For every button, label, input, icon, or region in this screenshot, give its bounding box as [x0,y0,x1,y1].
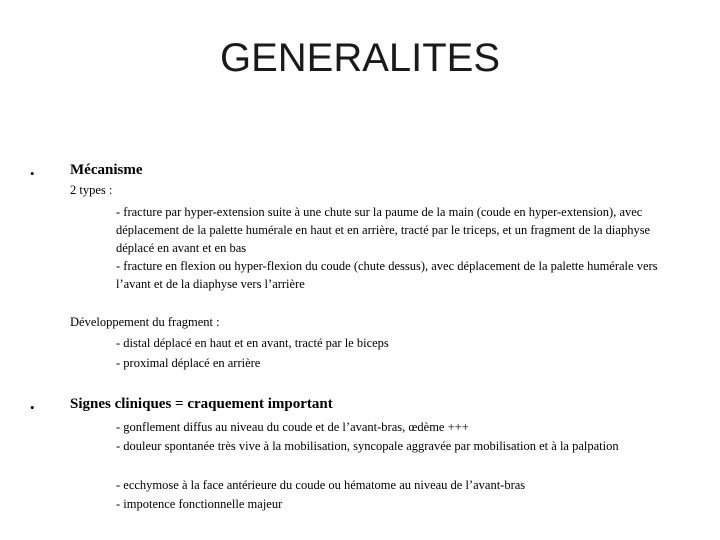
slide-title: GENERALITES [219,36,501,80]
fragment-intro: Développement du fragment : [70,315,220,329]
list-item: - fracture en flexion ou hyper-flexion du coude (chute dessus), avec déplacement de la palette humérale vers l’avant et de la diaphyse vers l’arrière [116,259,658,291]
list-item: - ecchymose à la face antérieure du coude ou hématome au niveau de l’avant-bras [116,478,526,492]
list-item: - fracture par hyper-extension suite à une chute sur la paume de la main (coude en hyper-extension), avec déplacement de la palette humérale en haut et en arrière, tracté par le triceps, et un fragment de la diaphyse déplacé en avant et en bas [116,205,651,255]
list-item: - proximal déplacé en arrière [116,356,261,370]
types-intro: 2 types : [70,183,113,197]
list-item: - impotence fonctionnelle majeur [116,497,283,511]
heading-signes-cliniques: Signes cliniques = craquement important [70,396,333,412]
heading-mecanisme: Mécanisme [70,162,143,178]
bullet-signes: • [30,400,35,415]
bullet-mecanisme: • [30,166,35,181]
list-item: - gonflement diffus au niveau du coude et de l’avant-bras, œdème +++ [116,420,469,434]
list-item: - douleur spontanée très vive à la mobilisation, syncopale aggravée par mobilisation et à la palpation [116,439,619,453]
list-item: - distal déplacé en haut et en avant, tracté par le biceps [116,336,389,350]
